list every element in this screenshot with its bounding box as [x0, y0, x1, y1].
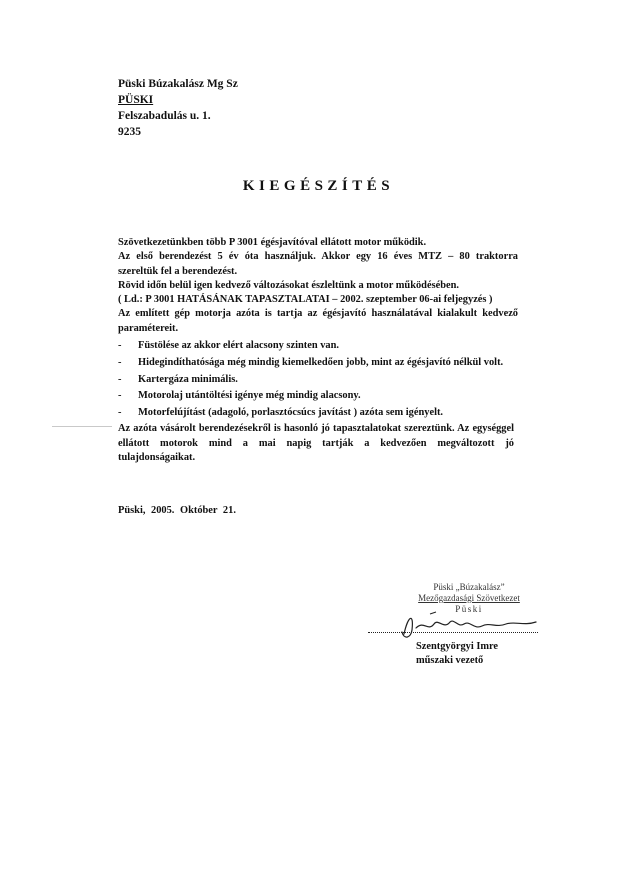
sender-address	[118, 76, 238, 140]
body-line: ellátott motorok mind a mai napig tartják a kedvezően megváltozott jó	[118, 437, 514, 449]
signer-name: Szentgyörgyi Imre	[416, 641, 499, 652]
list-item: - Motorolaj utántöltési igénye még mindig alacsony.	[118, 389, 518, 403]
sender-postcode: 9235	[118, 126, 141, 138]
closing-paragraph	[118, 422, 514, 466]
body-line: szereltük fel a berendezést.	[118, 265, 238, 277]
stamp-line: Püski	[455, 604, 483, 614]
body-line: ( Ld.: P 3001 HATÁSÁNAK TAPASZTALATAI – 2002. szeptember 06-ai feljegyzés )	[118, 294, 493, 306]
body-line: Az azóta vásárolt berendezésekről is hasonló jó tapasztalatokat szereztünk. Az egységgel	[118, 423, 514, 434]
signer-role: műszaki vezető	[416, 655, 484, 666]
document-title: KIEGÉSZÍTÉS	[242, 178, 395, 194]
sender-town: PÜSKI	[118, 94, 154, 106]
list-item: - Füstölése az akkor elért alacsony szinten van.	[118, 339, 518, 353]
sender-street: Felszabadulás u. 1.	[118, 110, 211, 122]
body-line: Az említett gép motorja azóta is tartja az égésjavító használatával kialakult kedvező	[118, 308, 518, 320]
body-line: Szövetkezetünkben több P 3001 égésjavítóval ellátott motor működik.	[118, 237, 427, 248]
list-item: - Motorfelújítást (adagoló, porlasztócsúcs javítást ) azóta sem igényelt.	[118, 406, 518, 420]
signature-line	[368, 632, 538, 633]
body-line: paramétereit.	[118, 322, 179, 334]
list-item: - Hidegindíthatósága még mindig kiemelkedően jobb, mint az égésjavító nélkül volt.	[118, 356, 518, 370]
sender-org: Püski Búzakalász Mg Sz	[118, 78, 238, 90]
stamp-line: Püski „Búzakalász”	[433, 582, 505, 592]
list-item: - Kartergáza minimális.	[118, 373, 518, 387]
handwritten-signature	[374, 608, 544, 644]
body-line: Rövid időn belül igen kedvező változásokat észleltünk a motor működésében.	[118, 279, 459, 291]
scan-artifact-line	[52, 426, 112, 427]
stamp-line: Mezőgazdasági Szövetkezet	[418, 593, 520, 603]
body-line: Az első berendezést 5 év óta használjuk. Akkor egy 16 éves MTZ – 80 traktorra	[118, 251, 518, 263]
body-line: tulajdonságaikat.	[118, 452, 196, 464]
place-date: Püski, 2005. Október 21.	[118, 505, 236, 516]
signer-block	[416, 640, 498, 668]
effects-list	[118, 339, 518, 420]
body-text	[118, 236, 518, 423]
